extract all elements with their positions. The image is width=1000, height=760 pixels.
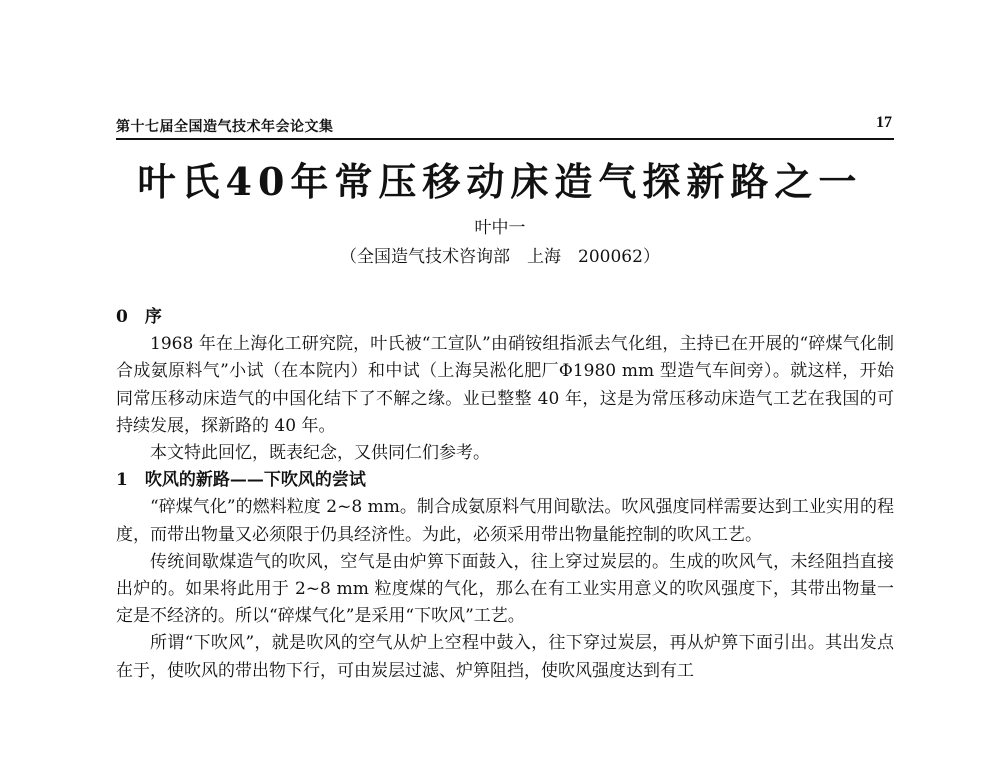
- paragraph: 所谓“下吹风”，就是吹风的空气从炉上空程中鼓入，往下穿过炭层，再从炉箅下面引出。其出发点在于，使吹风的带出物下行，可由炭层过滤、炉箅阻挡，使吹风强度达到有工: [116, 633, 894, 681]
- section-heading-preface: 0 序: [116, 307, 162, 327]
- article-title: 叶氏40年常压移动床造气探新路之一: [137, 159, 863, 204]
- paragraph: 1968 年在上海化工研究院，叶氏被“工宣队”由硝铵组指派去气化组，主持已在开展的“碎煤气化制合成氨原料气”小试（在本院内）和中试（上海吴淞化肥厂Φ1980 mm 型造气车间旁）。就这样，开始同常压移动床造气的中国化结下了不解之缘。业已整整 40 年，这是为常压移动床造气工艺在我国的可持续发展，探新路的 40 年。: [116, 334, 894, 436]
- running-header: [116, 116, 894, 140]
- section-heading-blowing: 1 吹风的新路——下吹风的尝试: [116, 470, 366, 491]
- page-number: 17: [876, 114, 892, 131]
- article-author: 叶中一: [474, 218, 526, 238]
- paragraph: “碎煤气化”的燃料粒度 2~8 mm。制合成氨原料气用间歇法。吹风强度同样需要达到工业实用的程度，而带出物量又必须限于仍具经济性。为此，必须采用带出物量能控制的吹风工艺。: [116, 497, 894, 545]
- body-text: [116, 304, 894, 685]
- journal-name: 第十七届全国造气技术年会论文集: [116, 119, 334, 135]
- paragraph: 传统间歇煤造气的吹风，空气是由炉箅下面鼓入，往上穿过炭层的。生成的吹风气，未经阻挡直接出炉的。如果将此用于 2~8 mm 粒度煤的气化，那么在有工业实用意义的吹风强度下，其带出物量一定是不经济的。所以“碎煤气化”是采用“下吹风”工艺。: [116, 551, 894, 627]
- article-affiliation: （全国造气技术咨询部 上海 200062）: [340, 247, 660, 267]
- paragraph: 本文特此回忆，既表纪念，又供同仁们参考。: [150, 443, 490, 464]
